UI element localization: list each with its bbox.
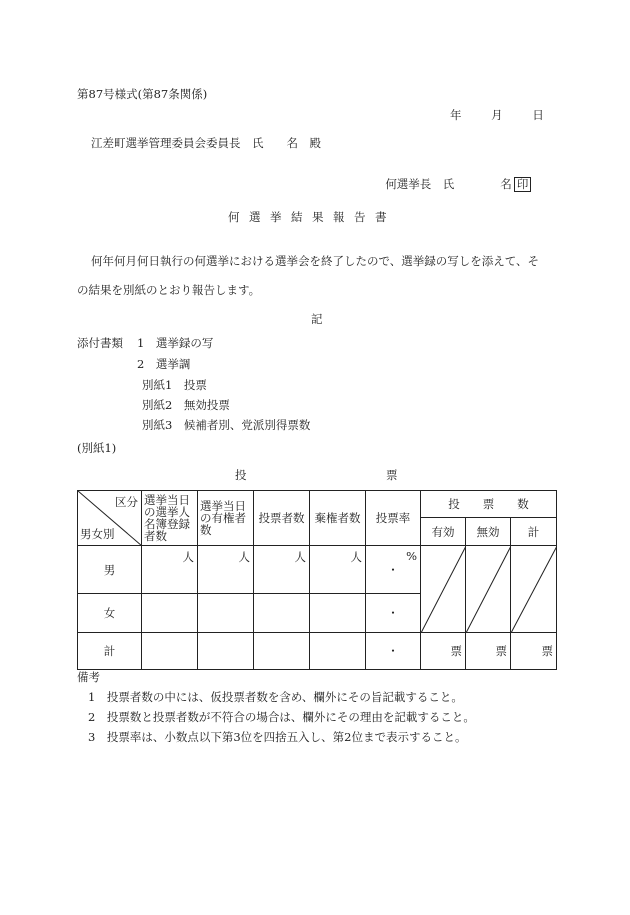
corner-bottom-label: 男女別 [80,527,115,541]
sender-name: 何選挙長 氏 名 [385,176,512,191]
cell-male-eligible [198,546,254,594]
cell-diag-total [511,546,557,633]
unit-vote: 票 [450,644,462,658]
appendix-label: (別紙1) [77,441,117,455]
header-valid: 有効 [421,518,466,546]
cell-diag-valid [421,546,466,633]
header-registered: 選挙当日の選挙人名簿登録者数 [142,491,198,546]
sender-line [378,165,531,192]
unit-vote: 票 [541,644,554,658]
cell-diagonal [421,546,466,633]
header-rate: 投票率 [366,491,421,546]
results-table [77,490,557,670]
cell-diag-invalid [466,546,511,633]
cell-total-invalid [466,633,511,670]
attachment-item-1: 1 選挙録の写 [137,336,214,350]
cell-female-voters [254,594,310,633]
unit-vote: 票 [495,644,507,658]
note-2: 2 投票数と投票者数が不符合の場合は、欄外にその理由を記載すること。 [88,710,475,724]
cell-male-registered [142,546,198,594]
form-number: 第87号様式(第87条関係) [77,87,208,101]
unit-percent: % [406,549,417,563]
decimal-dot: ・ [387,644,399,658]
cell-total-sum [511,633,557,670]
header-votes: 投 票 数 [421,491,557,518]
table-caption-1: 投 [235,468,247,482]
document-title: 何選挙結果報告書 [228,210,396,224]
row-label-total: 計 [78,633,142,670]
addressee: 江差町選挙管理委員会委員長 氏 名 殿 [91,136,321,150]
note-1: 1 投票者数の中には、仮投票者数を含め、欄外にその旨記載すること。 [88,690,463,704]
date-year: 年 [450,108,462,122]
cell-total-rate [366,633,421,670]
row-label-female: 女 [78,594,142,633]
unit-person: 人 [238,550,250,564]
header-voters: 投票者数 [254,491,310,546]
cell-male-rate [366,546,421,594]
attachment-item-2: 2 選挙調 [137,357,191,371]
cell-total-abstain [310,633,366,670]
body-line-2: の結果を別紙のとおり報告します。 [77,283,261,297]
cell-male-voters [254,546,310,594]
corner-top-label: 区分 [115,495,138,509]
sub-item-3: 別紙3 候補者別、党派別得票数 [142,418,311,432]
date-day: 日 [532,108,544,122]
table-caption-2: 票 [386,468,398,482]
cell-female-eligible [198,594,254,633]
header-abstain: 棄権者数 [310,491,366,546]
row-label-male: 男 [78,546,142,594]
header-total: 計 [511,518,557,546]
cell-total-registered [142,633,198,670]
notes-label: 備考 [77,670,100,684]
date-month: 月 [491,108,503,122]
cell-total-eligible [198,633,254,670]
ki-heading: 記 [311,312,323,326]
header-invalid: 無効 [466,518,511,546]
corner-cell [78,491,142,546]
date-line [450,110,544,122]
cell-female-abstain [310,594,366,633]
header-eligible: 選挙当日の有権者数 [198,491,254,546]
cell-female-registered [142,594,198,633]
note-3: 3 投票率は、小数点以下第3位を四捨五入し、第2位まで表示すること。 [88,730,467,744]
body-line-1: 何年何月何日執行の何選挙における選挙会を終了したので、選挙録の写しを添えて、そ [91,254,540,268]
unit-person: 人 [350,550,362,564]
decimal-dot: ・ [387,562,399,577]
cell-diagonal [511,546,557,633]
unit-person: 人 [294,550,306,564]
cell-total-valid [421,633,466,670]
unit-person: 人 [182,550,194,564]
cell-total-voters [254,633,310,670]
sub-item-1: 別紙1 投票 [142,378,207,392]
cell-diagonal [466,546,511,633]
cell-male-abstain [310,546,366,594]
cell-female-rate [366,594,421,633]
sub-item-2: 別紙2 無効投票 [142,398,230,412]
seal-mark: 印 [514,177,532,193]
decimal-dot: ・ [387,606,399,620]
attachments-label: 添付書類 [77,336,123,350]
